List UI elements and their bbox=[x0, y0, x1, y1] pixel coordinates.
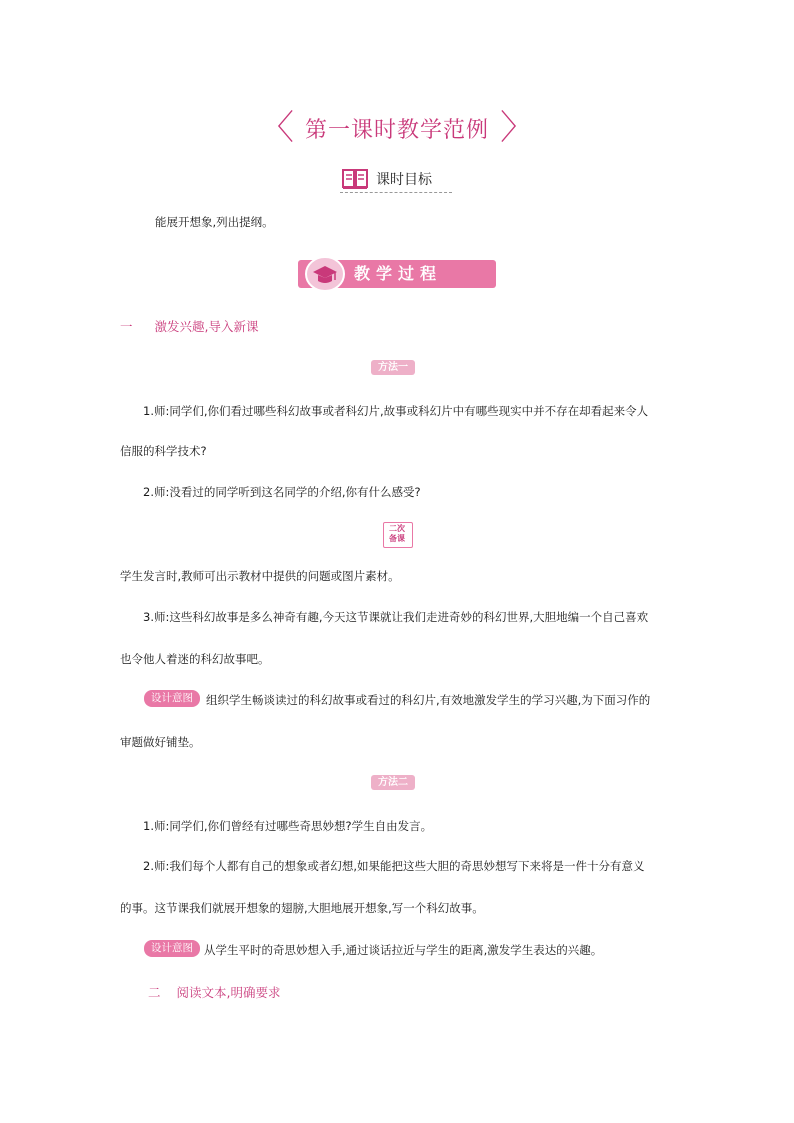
prep-note: 学生发言时,教师可出示教材中提供的问题或图片素材。 bbox=[120, 569, 400, 583]
method1-p2: 2.师:没看过的同学听到这名同学的介绍,你有什么感受? bbox=[143, 485, 421, 499]
page-title bbox=[0, 108, 794, 148]
right-angle-bracket-icon: 〉 bbox=[500, 108, 535, 148]
section-number: 一 bbox=[120, 319, 133, 334]
method2-p1: 1.师:同学们,你们曾经有过哪些奇思妙想?学生自由发言。 bbox=[143, 819, 433, 833]
section-one-heading bbox=[120, 317, 259, 335]
design-intent-line1: 组织学生畅谈读过的科幻故事或看过的科幻片,有效地激发学生的学习兴趣,为下面习作的 bbox=[206, 693, 651, 707]
goal-heading bbox=[342, 166, 432, 192]
design-intent-line2: 审题做好铺垫。 bbox=[120, 735, 201, 749]
prep-badge bbox=[383, 524, 411, 544]
method2-p2-line2: 的事。这节课我们就展开想象的翅膀,大胆地展开想象,写一个科幻故事。 bbox=[120, 901, 484, 915]
graduation-cap-icon bbox=[305, 256, 345, 292]
method1-p1-line1: 1.师:同学们,你们看过哪些科幻故事或者科幻片,故事或科幻片中有哪些现实中并不存在却看起来令人 bbox=[143, 404, 649, 418]
prep-badge-line1: 二次 bbox=[389, 524, 405, 533]
design-intent-badge: 设计意图 bbox=[144, 690, 200, 707]
method1-p1-line2: 信服的科学技术? bbox=[120, 444, 207, 458]
section-title: 激发兴趣,导入新课 bbox=[154, 319, 259, 334]
goal-divider bbox=[340, 192, 452, 193]
section-title: 阅读文本,明确要求 bbox=[176, 985, 281, 1000]
section-number: 二 bbox=[148, 985, 161, 1000]
process-heading: 教学过程 bbox=[354, 264, 443, 283]
page-title-text: 第一课时教学范例 bbox=[304, 117, 489, 143]
method2-p2-line1: 2.师:我们每个人都有自己的想象或者幻想,如果能把这些大胆的奇思妙想写下来将是一件十分有意义 bbox=[143, 859, 645, 873]
method1-p3-line1: 3.师:这些科幻故事是多么神奇有趣,今天这节课就让我们走进奇妙的科幻世界,大胆地编一个自己喜欢 bbox=[143, 610, 649, 624]
design-intent-badge-2: 设计意图 bbox=[144, 940, 200, 957]
method1-p3-line2: 也令他人着迷的科幻故事吧。 bbox=[120, 652, 270, 666]
book-icon bbox=[342, 168, 368, 190]
goal-text: 能展开想象,列出提纲。 bbox=[155, 215, 274, 229]
left-angle-bracket-icon: 〈 bbox=[259, 108, 294, 148]
method-one-badge: 方法一 bbox=[371, 360, 415, 375]
prep-badge-line2: 备课 bbox=[389, 534, 405, 543]
section-two-heading bbox=[148, 983, 281, 1001]
design-intent-text-2: 从学生平时的奇思妙想入手,通过谈话拉近与学生的距离,激发学生表达的兴趣。 bbox=[204, 943, 603, 957]
goal-heading-label: 课时目标 bbox=[376, 172, 432, 188]
method-two-badge: 方法二 bbox=[371, 775, 415, 790]
